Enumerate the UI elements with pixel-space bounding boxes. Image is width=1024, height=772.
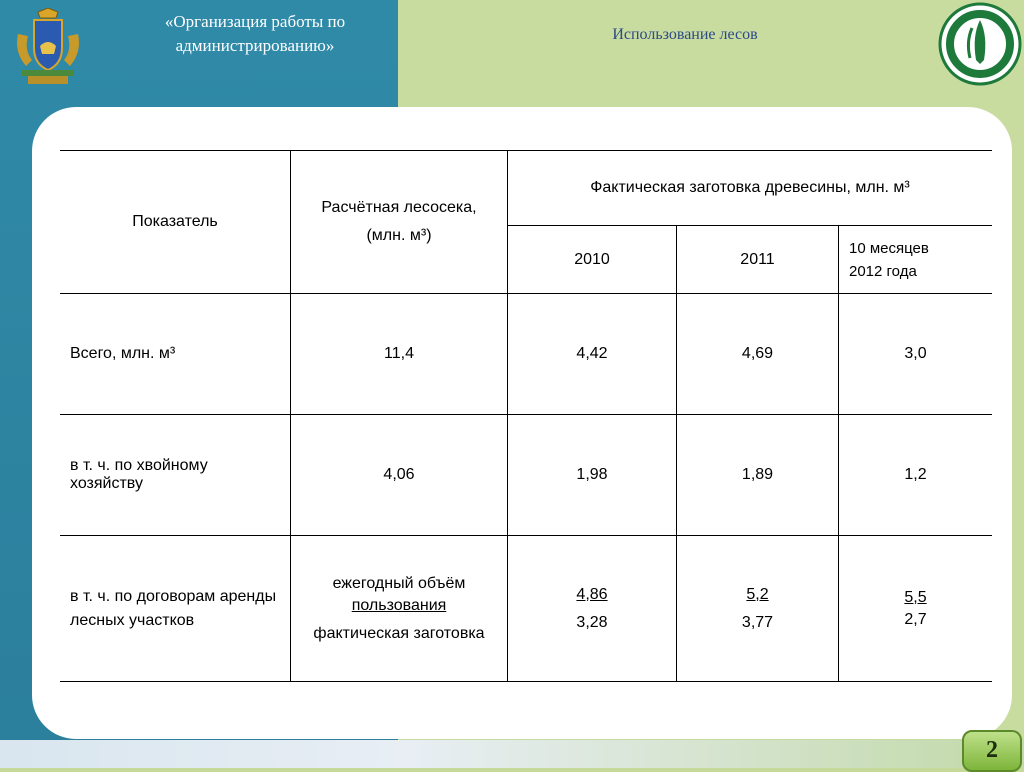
table-row <box>60 415 992 536</box>
cell-2012-actual: 2,7 <box>904 610 927 628</box>
cut-actual-label: фактическая заготовка <box>313 624 485 642</box>
row-label: в т. ч. по договорам аренды лесных участков <box>60 536 291 682</box>
header-allowable-cut-line2: (млн. м³) <box>366 227 432 244</box>
cell-2011-actual: 3,77 <box>741 613 774 631</box>
header-indicator: Показатель <box>60 151 291 294</box>
row-label: в т. ч. по хвойному хозяйству <box>60 415 291 536</box>
cell-2012 <box>839 536 993 682</box>
page-title: Использование лесов <box>612 26 758 43</box>
cell-2010-annual: 4,86 <box>576 585 608 603</box>
cell-2011-annual: 5,2 <box>746 585 769 603</box>
cell-2010: 1,98 <box>508 415 677 536</box>
cell-cut: 4,06 <box>291 415 508 536</box>
header-allowable-cut-line1: Расчётная лесосека, <box>321 199 477 216</box>
cell-2012: 1,2 <box>839 415 993 536</box>
header-2012-line1: 10 месяцев <box>849 239 929 257</box>
cut-annual-label: ежегодный объём <box>332 574 466 592</box>
row-label: Всего, млн. м³ <box>60 294 291 415</box>
cell-2011: 4,69 <box>677 294 839 415</box>
section-title: «Организация работы по администрированию» <box>164 12 346 55</box>
header-2011: 2011 <box>677 226 839 294</box>
cell-cut <box>291 536 508 682</box>
cell-2010: 4,42 <box>508 294 677 415</box>
department-emblem-icon <box>938 2 1022 86</box>
table-row <box>60 536 992 682</box>
cell-2012: 3,0 <box>839 294 993 415</box>
cell-2010 <box>508 536 677 682</box>
cell-2012-annual: 5,5 <box>904 588 927 606</box>
header-2012-line2: 2012 года <box>849 262 917 280</box>
coat-of-arms-icon <box>10 8 86 88</box>
bottom-strip <box>0 740 1024 768</box>
cell-2010-actual: 3,28 <box>576 613 608 631</box>
table-row <box>60 294 992 415</box>
header-actual-harvest: Фактическая заготовка древесины, млн. м³ <box>508 151 993 226</box>
header-2010: 2010 <box>508 226 677 294</box>
forest-use-table <box>60 150 992 682</box>
header-allowable-cut <box>291 151 508 294</box>
cell-cut: 11,4 <box>291 294 508 415</box>
cut-usage-label: пользования <box>351 596 447 614</box>
cell-2011: 1,89 <box>677 415 839 536</box>
cell-2011 <box>677 536 839 682</box>
page-number-badge: 2 <box>962 730 1022 772</box>
header-2012 <box>839 226 993 294</box>
